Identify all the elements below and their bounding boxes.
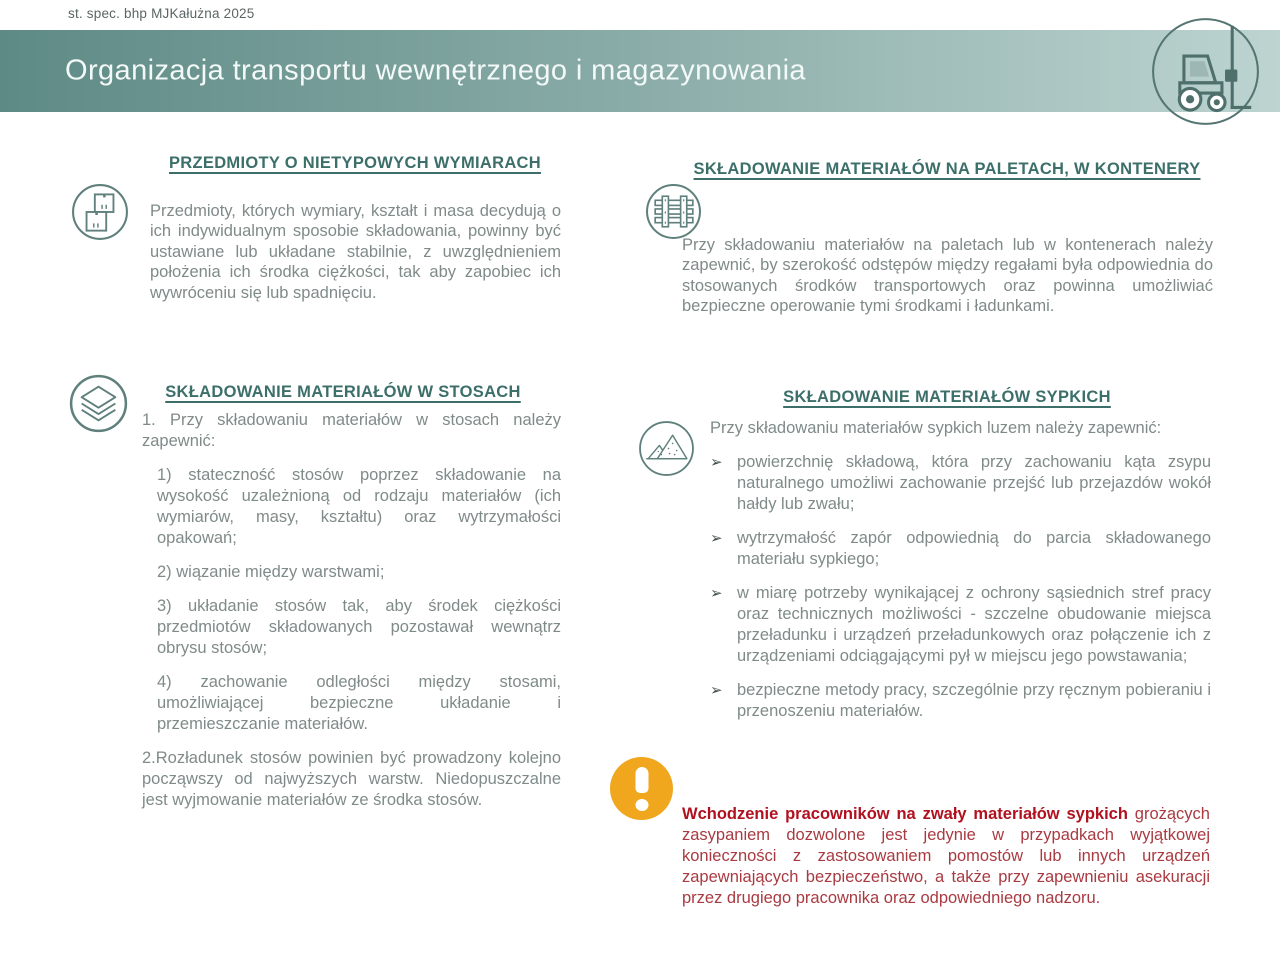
heading-stacks: SKŁADOWANIE MATERIAŁÓW W STOSACH (165, 383, 521, 401)
bullet-text: w miarę potrzeby wynikającej z ochrony sąsiednich stref pracy oraz technicznych możliwości - szczelne obudowanie miejsca przeładunku i urządzeń przeładunkowych oraz połączenie ich z urządzeniami odciągającymi pył w miejscu jego powstawania; (737, 584, 1211, 665)
stacks-section-body (142, 410, 561, 824)
stacks-item: 4) zachowanie odległości między stosami, umożliwiającej bezpieczne układanie i przemieszczanie materiałów. (157, 673, 561, 733)
stacks-item: 3) układanie stosów tak, aby środek ciężkości przedmiotów składowanych pozostawał wewnątrz obrysu stosów; (157, 597, 561, 657)
warning-bold-text: Wchodzenie pracowników na zwały materiałów sypkich (682, 804, 1128, 823)
stacked-boxes-icon (71, 183, 129, 241)
credit-text: st. spec. bhp MJKałużna 2025 (68, 6, 255, 21)
arrow-bullet-icon: ➢ (710, 585, 723, 602)
bullet-item (710, 528, 1211, 570)
stacks-item: 2) wiązanie między warstwami; (157, 563, 385, 581)
atypical-items-paragraph: Przedmioty, których wymiary, kształt i masa decydują o ich indywidualnym sposobie składowania, powinny być ustawiane lub układane stabilnie, z uwzględnieniem położenia ich środka ciężkości, tak aby zapobiec ich wywróceniu się lub spadnięciu. (150, 201, 561, 302)
exclamation-bar (635, 767, 648, 793)
pallet-icon (645, 183, 702, 240)
stacks-outro: 2.Rozładunek stosów powinien być prowadzony kolejno począwszy od najwyższych warstw. Niedopuszczalne jest wyjmowanie materiałów ze środka stosów. (142, 749, 561, 809)
bullet-text: wytrzymałość zapór odpowiednią do parcia składowanego materiału sypkiego; (737, 529, 1211, 568)
bullet-item (710, 452, 1211, 515)
arrow-bullet-icon: ➢ (710, 454, 723, 471)
heading-bulk-materials: SKŁADOWANIE MATERIAŁÓW SYPKICH (783, 388, 1111, 406)
arrow-bullet-icon: ➢ (710, 530, 723, 547)
bullet-text: powierzchnię składową, która przy zachowaniu kąta zsypu naturalnego umożliwi zachowanie przejść lub przejazdów wokół hałdy lub zwału; (737, 453, 1211, 513)
bulk-pile-icon (638, 420, 695, 477)
bulk-intro: Przy składowaniu materiałów sypkich luzem należy zapewnić: (710, 419, 1162, 437)
exclamation-dot (635, 799, 648, 811)
bullet-item (710, 583, 1211, 667)
heading-pallets: SKŁADOWANIE MATERIAŁÓW NA PALETACH, W KONTENERY (693, 160, 1201, 178)
arrow-bullet-icon: ➢ (710, 682, 723, 699)
heading-atypical-items: PRZEDMIOTY O NIETYPOWYCH WYMIARACH (169, 154, 541, 172)
stacks-item: 1) stateczność stosów poprzez składowanie na wysokość uzależnioną od rodzaju materiałów (ich wymiarów, masy, kształtu) oraz wytrzymałości opakowań; (157, 466, 561, 547)
layers-stack-icon (69, 374, 128, 433)
header-band (0, 30, 1280, 112)
warning-paragraph (682, 804, 1210, 910)
bulk-section-body (710, 418, 1211, 735)
warning-exclamation-icon (610, 757, 673, 820)
bullet-text: bezpieczne metody pracy, szczególnie przy ręcznym pobieraniu i przenoszeniu materiałów. (737, 681, 1211, 720)
pallets-paragraph: Przy składowaniu materiałów na paletach lub w kontenerach należy zapewnić, by szerokość odstępów między regałami była odpowiednia do stosowanych środków transportowych oraz powinna umożliwiać bezpieczne operowanie tymi środkami i ładunkami. (682, 235, 1213, 316)
page-title: Organizacja transportu wewnętrznego i magazynowania (65, 54, 806, 87)
stacks-intro: 1. Przy składowaniu materiałów w stosach należy zapewnić: (142, 411, 561, 450)
bullet-item (710, 680, 1211, 722)
warning-rest-text: grożących zasypaniem dozwolone jest jedynie w przypadkach wyjątkowej konieczności z zastosowaniem pomostów lub innych urządzeń zapewniających bezpieczeństwo, a także przy zapewnieniu asekuracji przez drugiego pracownika oraz odpowiedniego nadzoru. (682, 804, 1210, 908)
forklift-icon (1149, 15, 1262, 128)
